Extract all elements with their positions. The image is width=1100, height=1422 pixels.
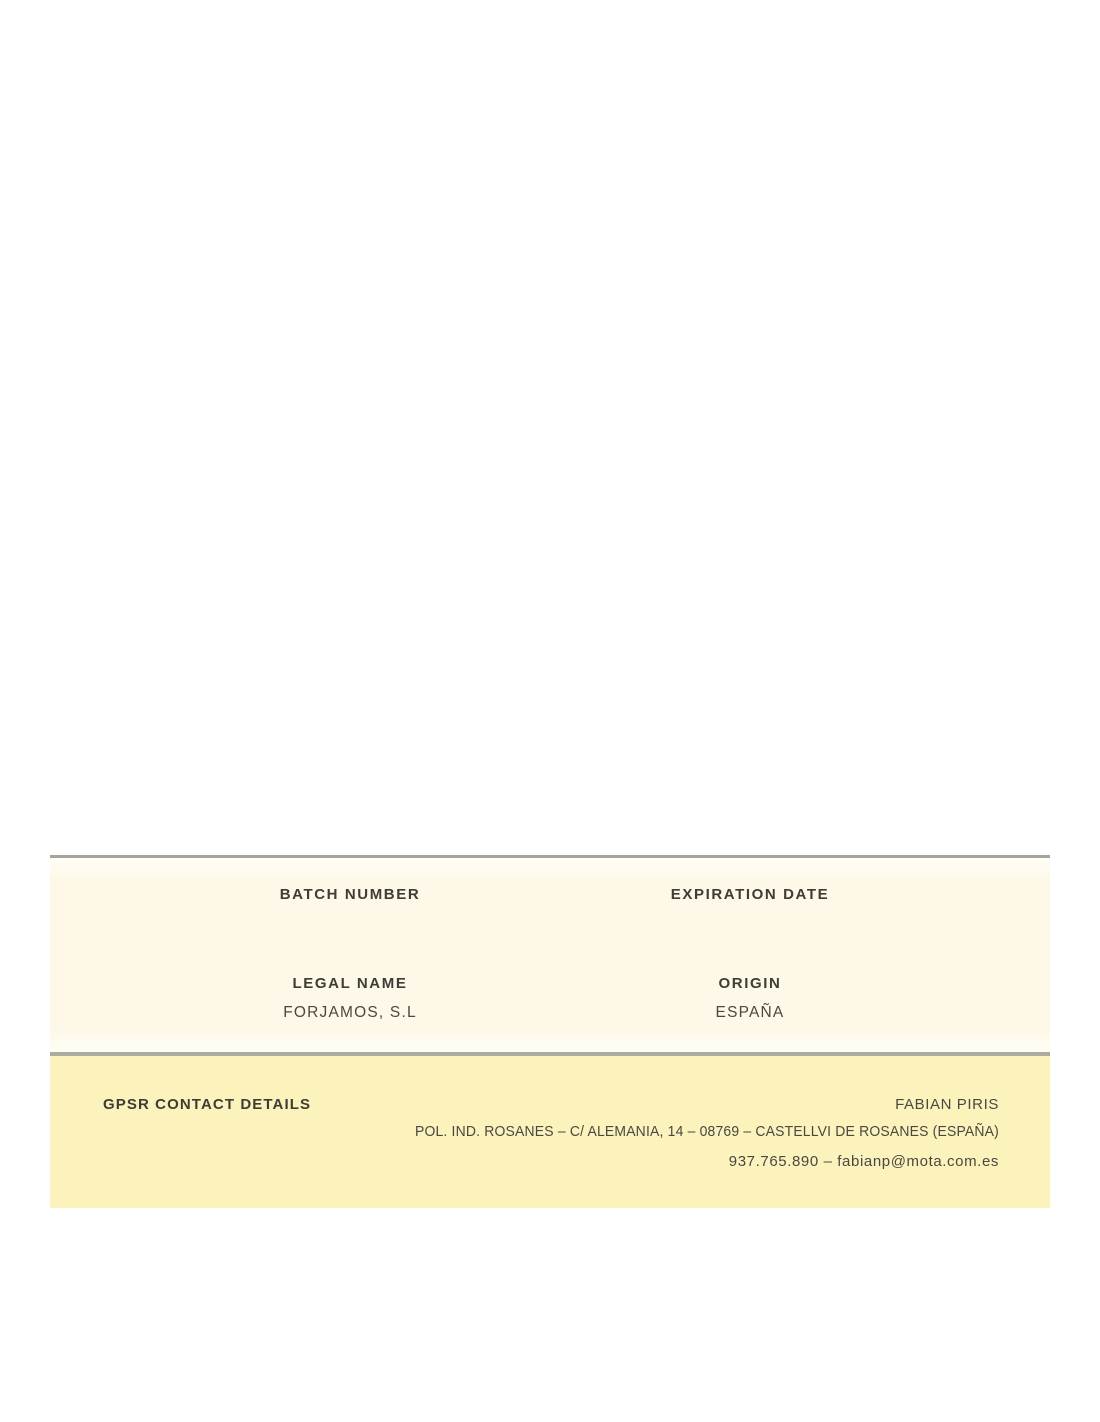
legal-name-value: FORJAMOS, S.L: [283, 1004, 417, 1021]
expiration-date-label: EXPIRATION DATE: [670, 886, 830, 903]
origin-field: [450, 976, 1050, 992]
origin-label: ORIGIN: [718, 975, 782, 992]
gpsr-heading: GPSR CONTACT DETAILS: [103, 1096, 312, 1113]
gpsr-contact-section: [50, 1052, 1050, 1208]
batch-number-label: BATCH NUMBER: [279, 886, 421, 903]
gpsr-contact-phone-email: 937.765.890 – fabianp@mota.com.es: [728, 1153, 999, 1170]
legal-name-label: LEGAL NAME: [292, 975, 408, 992]
gpsr-contact-name: FABIAN PIRIS: [895, 1096, 999, 1113]
origin-value-wrap: [450, 1004, 1050, 1022]
expiration-date-field: [450, 887, 1050, 903]
batch-info-section: [50, 855, 1050, 1052]
product-info-panel: [50, 855, 1050, 1208]
gpsr-contact-address: POL. IND. ROSANES – C/ ALEMANIA, 14 – 08769 – CASTELLVI DE ROSANES (ESPAÑA): [414, 1123, 999, 1140]
origin-value: ESPAÑA: [715, 1004, 785, 1021]
